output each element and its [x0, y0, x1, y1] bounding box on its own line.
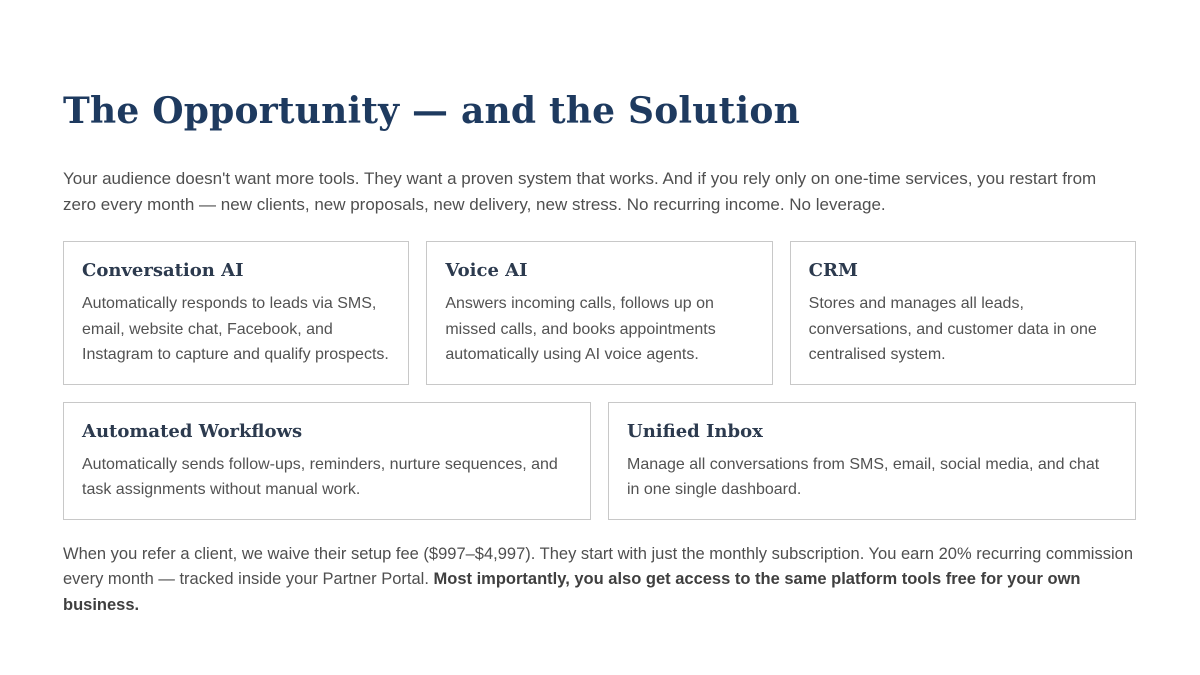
- outro-text-normal: When you refer a client, we waive their setup fee ($997–$4,997). They start with just the monthly subscription. You earn 20% recurring commission every month — tracked inside your Partner Portal.: [63, 544, 1133, 589]
- card-title: Conversation AI: [82, 260, 244, 282]
- card-description: Stores and manages all leads, conversations, and customer data in one centralised system.: [808, 295, 1097, 364]
- card-unified-inbox: [608, 402, 1136, 520]
- card-description: Automatically responds to leads via SMS, email, website chat, Facebook, and Instagram to capture and qualify prospects.: [82, 295, 389, 364]
- page-title: The Opportunity — and the Solution: [63, 90, 800, 132]
- card-conversation-ai: [63, 241, 409, 385]
- card-voice-ai: [426, 241, 772, 385]
- card-title: Automated Workflows: [82, 420, 303, 442]
- card-title: Voice AI: [445, 260, 528, 282]
- card-description: Answers incoming calls, follows up on missed calls, and books appointments automatically using AI voice agents.: [445, 295, 716, 364]
- card-title: CRM: [808, 260, 858, 282]
- card-description: Automatically sends follow-ups, reminders, nurture sequences, and task assignments without manual work.: [82, 455, 558, 499]
- outro-paragraph: [63, 542, 1136, 619]
- card-description: Manage all conversations from SMS, email, social media, and chat in one single dashboard.: [627, 455, 1100, 499]
- content-section: [63, 0, 1136, 618]
- feature-cards-row-1: [63, 241, 1136, 385]
- feature-cards-row-2: [63, 402, 1136, 520]
- card-title: Unified Inbox: [627, 420, 763, 442]
- card-crm: [790, 241, 1136, 385]
- card-automated-workflows: [63, 402, 591, 520]
- intro-paragraph: Your audience doesn't want more tools. They want a proven system that works. And if you rely only on one-time services, you restart from zero every month — new clients, new proposals, new delivery, new stress. No recurring income. No leverage.: [63, 169, 1097, 215]
- outro-text-bold: Most importantly, you also get access to the same platform tools free for your own business.: [63, 570, 1081, 614]
